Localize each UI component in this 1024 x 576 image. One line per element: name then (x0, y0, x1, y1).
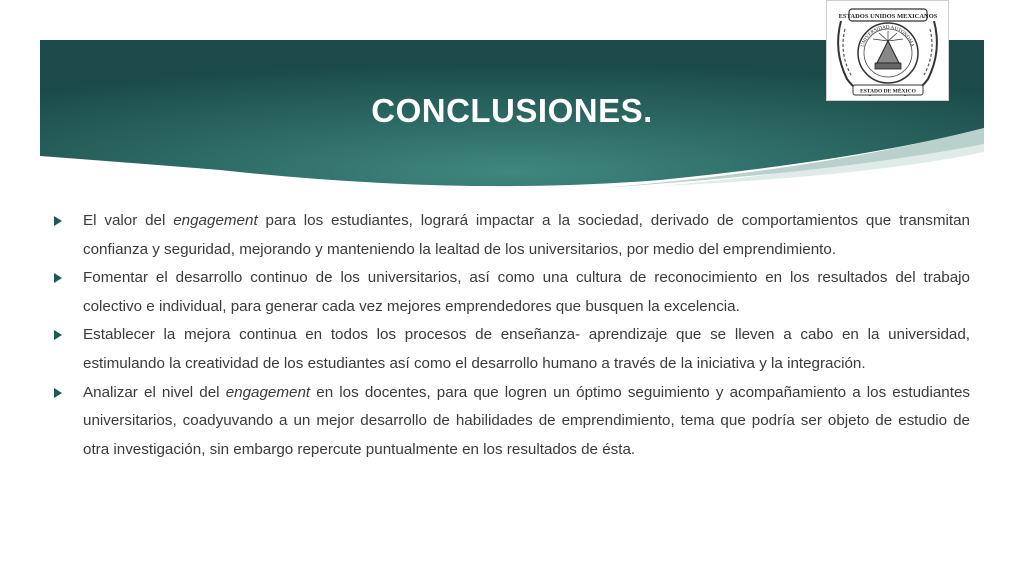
bullet-text: en los docentes, para que logren un óptimo seguimiento y acompañamiento a los estudiantes universitarios, coadyuvando a un mejor desarrollo de habilidades de emprendimiento, tema que podría ser objeto de estudio de otra investigación, sin embargo repercute puntualmente en los resultados de ésta. (83, 383, 970, 458)
university-seal-icon (827, 1, 948, 100)
bullet-arrow-icon (54, 330, 62, 340)
conclusion-bullet (52, 264, 970, 321)
bullet-text: Fomentar el desarrollo continuo de los universitarios, así como una cultura de reconocimiento en los resultados del trabajo colectivo e individual, para generar cada vez mejores emprendedores que busquen la excelencia. (83, 269, 970, 315)
slide-title: CONCLUSIONES. (371, 92, 653, 129)
bullet-text: Establecer la mejora continua en todos los procesos de enseñanza- aprendizaje que se lleven a cabo en la universidad, estimulando la creatividad de los estudiantes así como el desarrollo humano a través de la iniciativa y la integración. (83, 326, 970, 372)
university-logo (826, 0, 949, 101)
conclusion-bullet (52, 207, 970, 264)
conclusion-bullet (52, 321, 970, 378)
logo-inner-text: UNIVERSIDAD AUTÓNOMA (860, 25, 915, 48)
emphasized-term: engagement (225, 383, 311, 401)
logo-bottom-text: ESTADO DE MÉXICO (860, 88, 916, 95)
bullet-arrow-icon (54, 216, 62, 226)
bullet-arrow-icon (54, 388, 62, 398)
conclusions-list (52, 207, 970, 464)
bullet-text: Analizar el nivel del (83, 383, 226, 401)
logo-top-text: ESTADOS UNIDOS MEXICANOS (838, 13, 938, 20)
conclusion-bullet (52, 379, 970, 465)
bullet-text: para los estudiantes, logrará impactar a la sociedad, derivado de comportamientos que transmitan confianza y seguridad, mejorando y manteniendo la lealtad de los universitarios, por medio del emprendimiento. (83, 212, 970, 258)
bullet-arrow-icon (54, 273, 62, 283)
emphasized-term: engagement (173, 212, 258, 229)
bullet-text: El valor del (83, 212, 174, 229)
